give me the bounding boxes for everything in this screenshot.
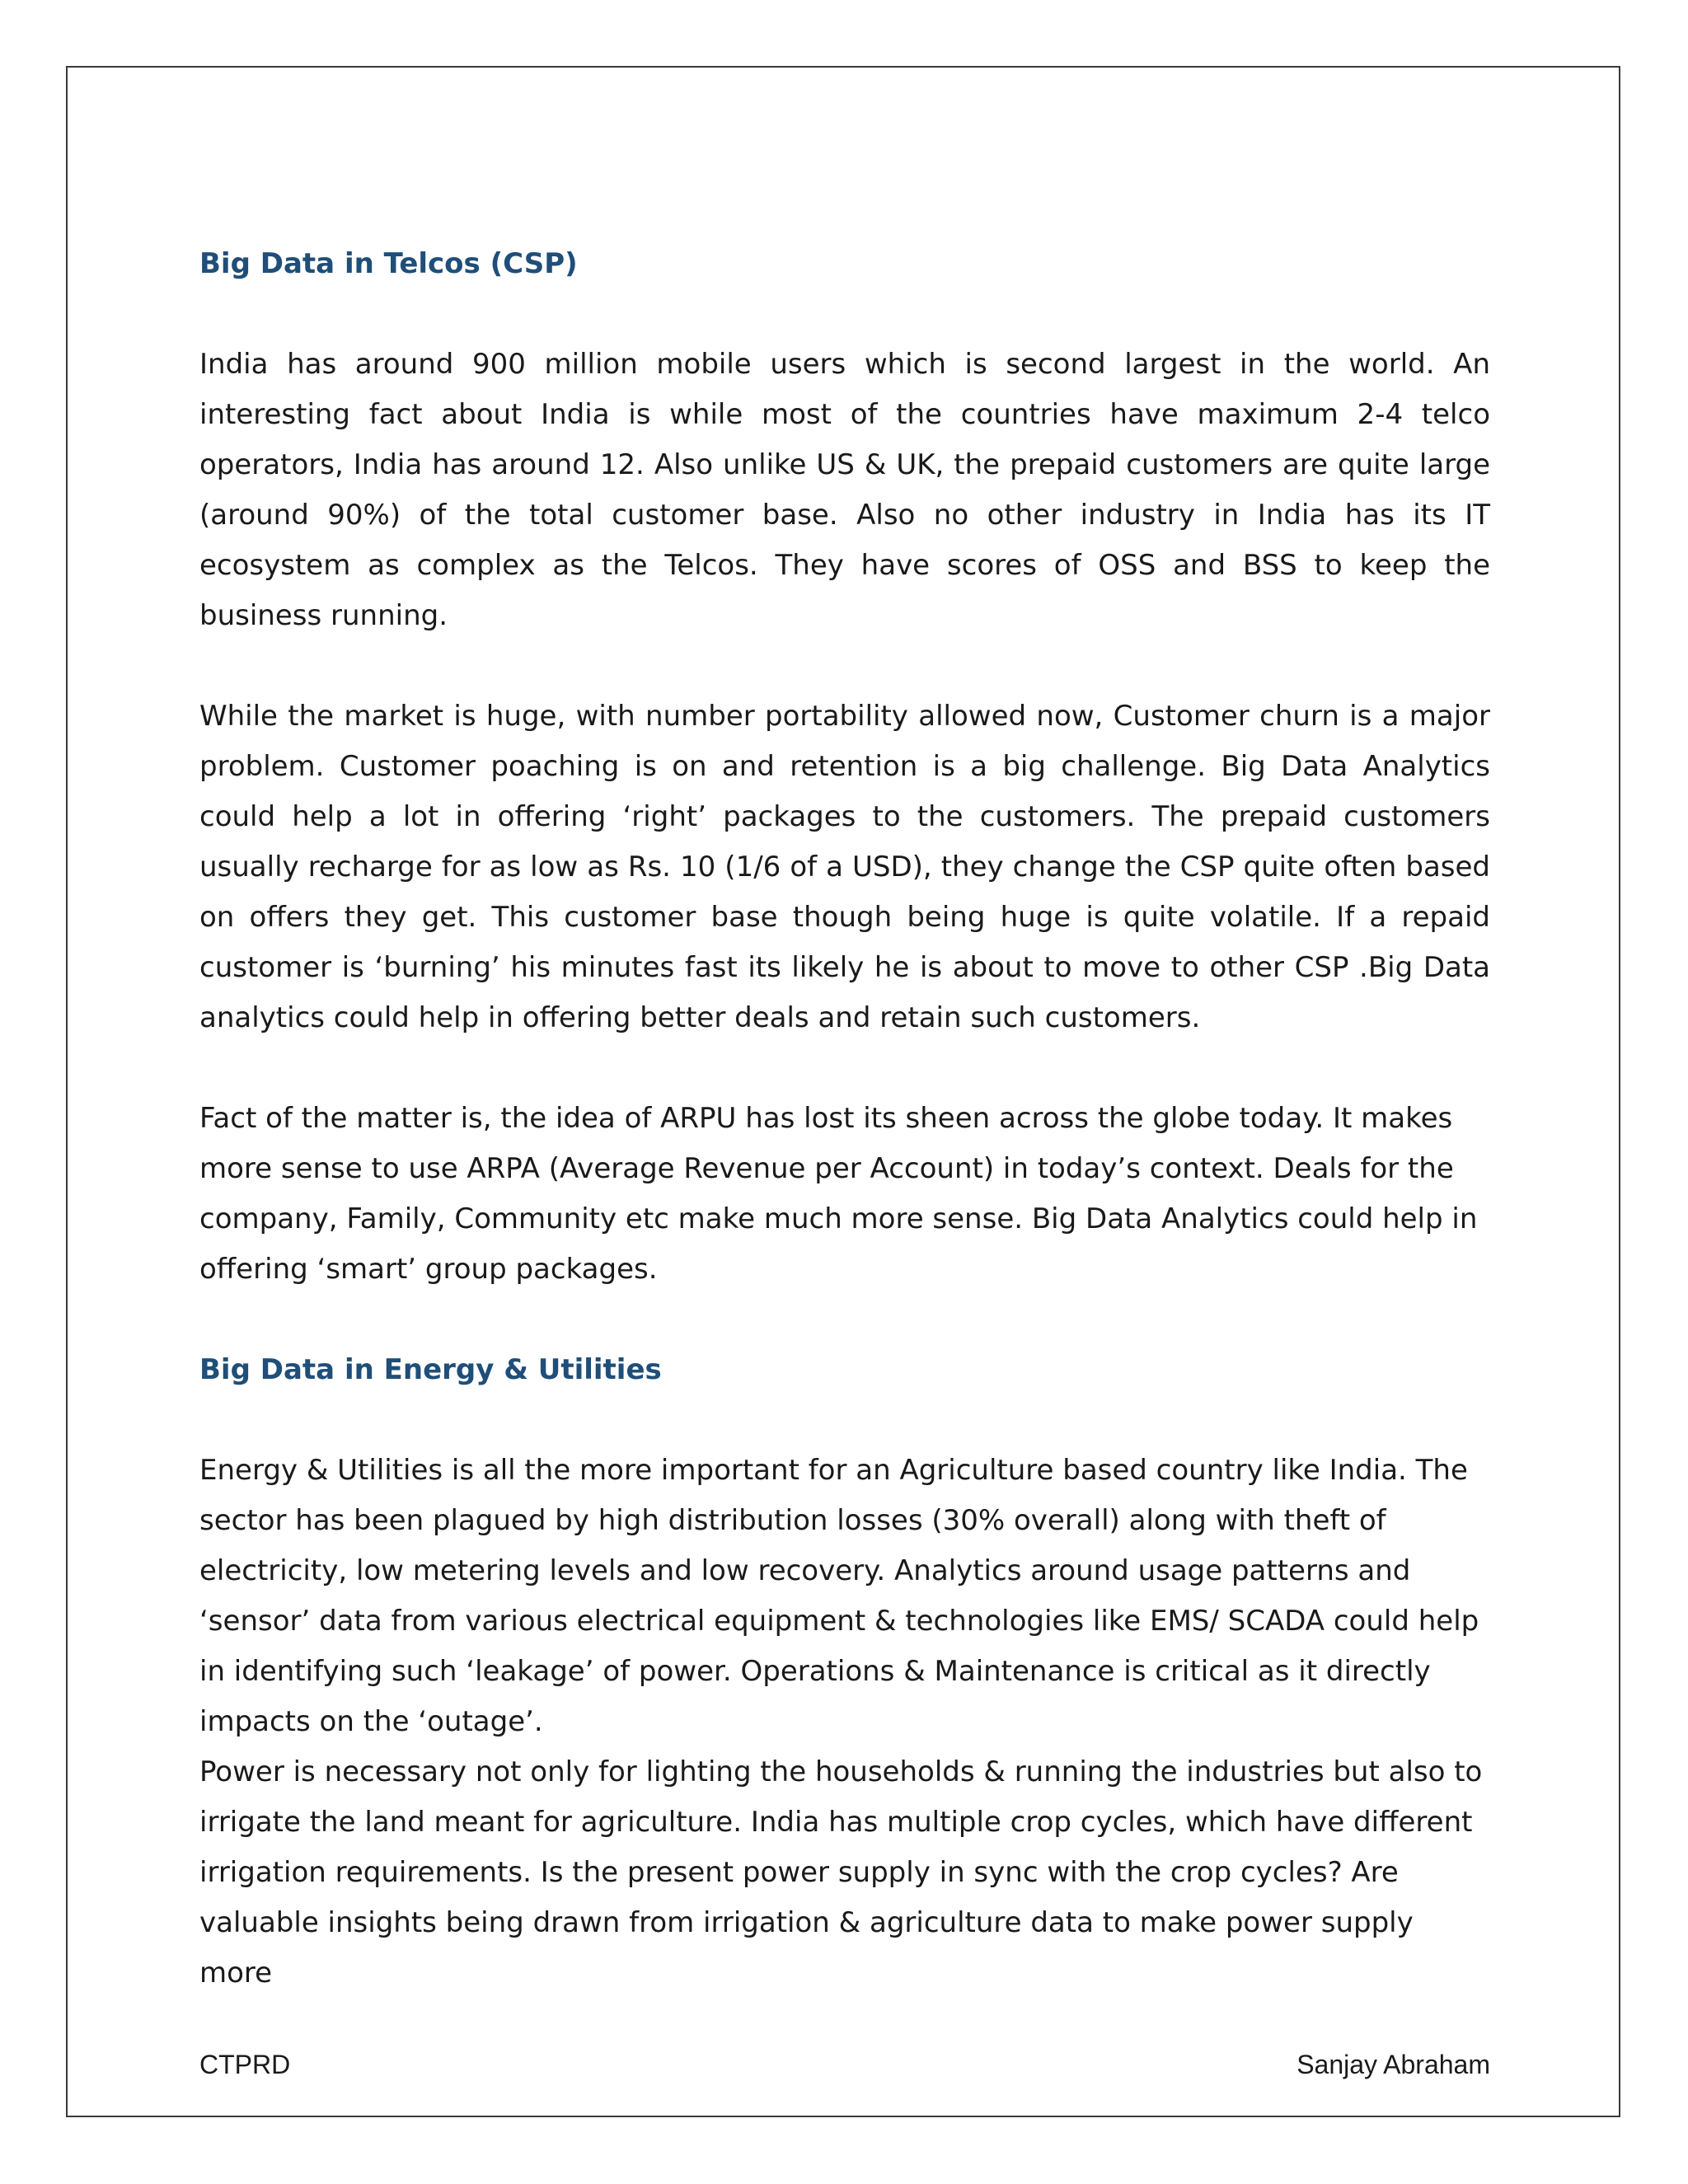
section-heading-telcos: Big Data in Telcos (CSP) [199, 247, 578, 280]
document-body [199, 239, 1490, 1999]
section-heading-energy: Big Data in Energy & Utilities [199, 1353, 662, 1386]
paragraph-telcos-arpa: Fact of the matter is, the idea of ARPU has lost its sheen across the globe today. It makes more sense to use ARPA (Average Revenue per Account) in today’s context. Deals for the company, Family, Community etc make much more sense. Big Data Analytics could help in offering ‘smart’ group packages. [199, 1102, 1478, 1286]
footer-right-text: Sanjay Abraham [1296, 2050, 1490, 2079]
paragraph-energy-power: Power is necessary not only for lighting the households & running the industries but also to irrigate the land meant for agriculture. India has multiple crop cycles, which have different irrigation requirements. Is the present power supply in sync with the crop cycles? Are valuable insights being drawn from irrigation & agriculture data to make power supply more [199, 1755, 1483, 1990]
paragraph-telcos-churn: While the market is huge, with number portability allowed now, Customer churn is a major problem. Customer poaching is on and retention is a big challenge. Big Data Analytics could help a lot in offering ‘right’ packages to the customers. The prepaid customers usually recharge for as low as Rs. 10 (1/6 of a USD), they change the CSP quite often based on offers they get. This customer base though being huge is quite volatile. If a repaid customer is ‘burning’ his minutes fast its likely he is about to move to other CSP .Big Data analytics could help in offering better deals and retain such customers. [199, 700, 1490, 1034]
paragraph-energy-intro: Energy & Utilities is all the more important for an Agriculture based country like India. The sector has been plagued by high distribution losses (30% overall) along with theft of electricity, low metering levels and low recovery. Analytics around usage patterns and ‘sensor’ data from various electrical equipment & technologies like EMS/ SCADA could help in identifying such ‘leakage’ of power. Operations & Maintenance is critical as it directly impacts on the ‘outage’. [199, 1454, 1479, 1738]
footer-left-text: CTPRD [199, 2050, 291, 2079]
paragraph-telcos-intro: India has around 900 million mobile users which is second largest in the world. An interesting fact about India is while most of the countries have maximum 2-4 telco operators, India has around 12. Also unlike US & UK, the prepaid customers are quite large (around 90%) of the total customer base. Also no other industry in India has its IT ecosystem as complex as the Telcos. They have scores of OSS and BSS to keep the business running. [199, 348, 1490, 632]
